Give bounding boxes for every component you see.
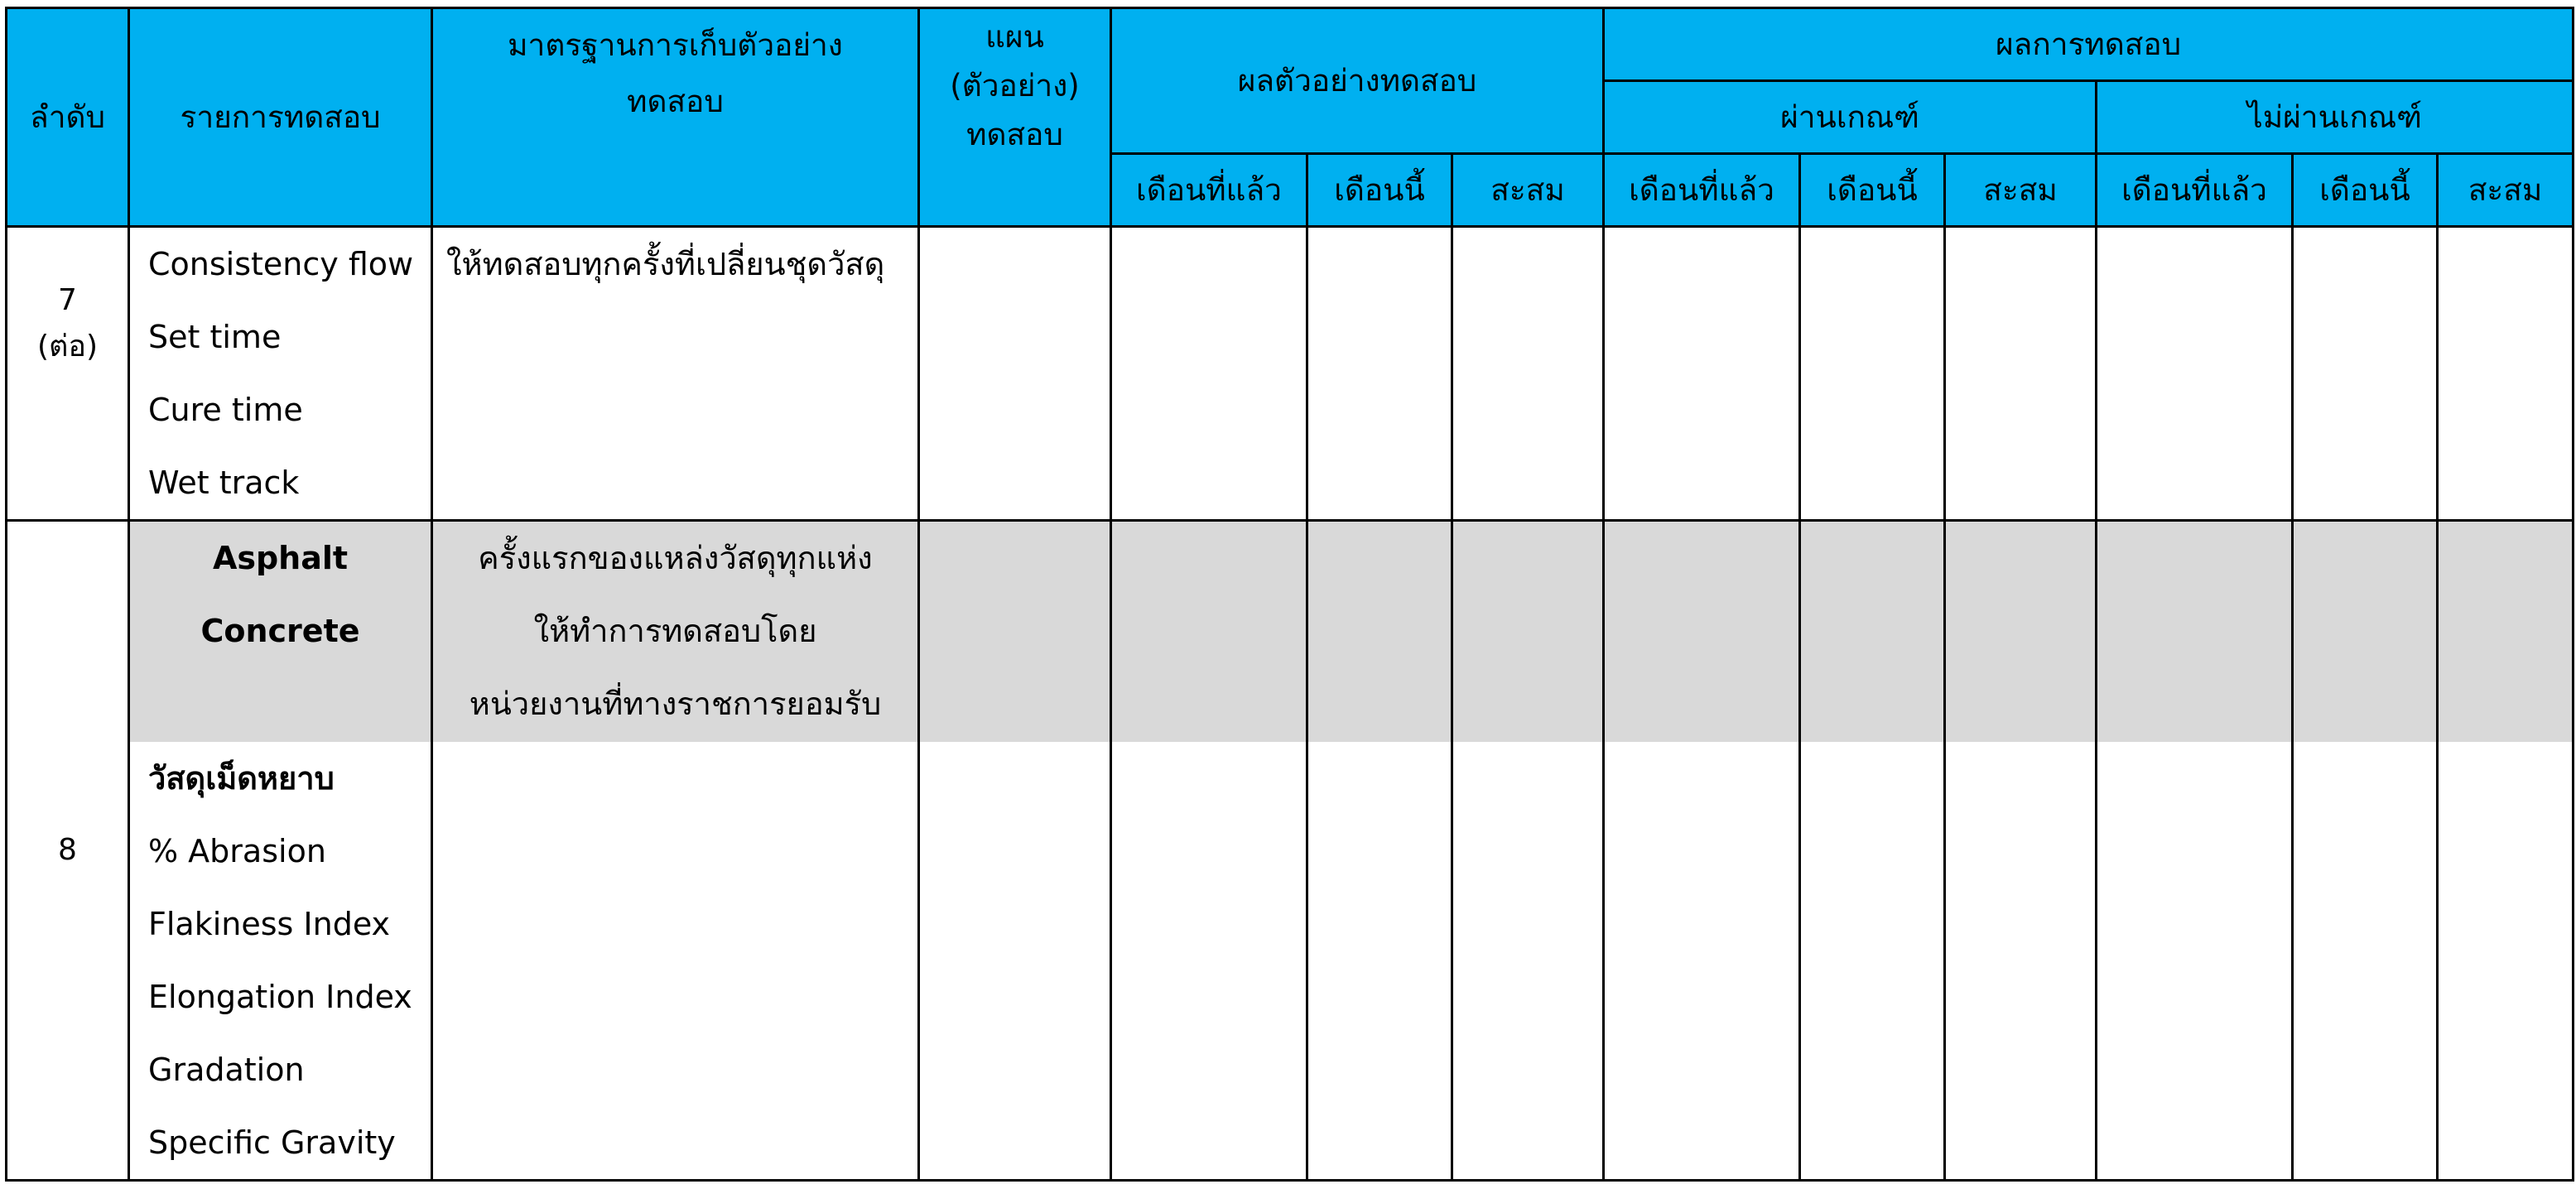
row8-standard-line: ครั้งแรกของแหล่งวัสดุทุกแห่ง	[478, 540, 873, 576]
table-header	[7, 8, 2574, 227]
row8-plan-shade	[920, 522, 1110, 742]
row8-standard-line: ให้ทำการทดสอบโดย	[533, 613, 817, 649]
row8-standard-line: หน่วยงานที่ทางราชการยอมรับ	[469, 686, 882, 722]
row7-sample-prev-cell	[1111, 227, 1307, 521]
header-pass-cumulative: สะสม	[1945, 154, 2097, 227]
row8-sample-prev-cell	[1111, 521, 1307, 1181]
row8-standard-shade	[433, 522, 917, 742]
row8-fail-prev-cell	[2097, 521, 2293, 1181]
header-seq: ลำดับ	[7, 8, 129, 227]
row8-pass-this-shade	[1801, 522, 1943, 742]
row8-section1-title-line2: Concrete	[200, 613, 360, 649]
row7-sample-cum-cell	[1452, 227, 1604, 521]
row8-pass-cum-shade	[1946, 522, 2095, 742]
header-pass-this-month: เดือนนี้	[1800, 154, 1945, 227]
row7-standard	[432, 227, 919, 521]
header-fail-this-month: เดือนนี้	[2293, 154, 2438, 227]
row8-section2-title: วัสดุเม็ดหยาบ	[148, 760, 335, 797]
header-pass: ผ่านเกณฑ์	[1604, 81, 2097, 154]
row8-standard	[432, 521, 919, 1181]
header-pass-prev-month: เดือนที่แล้ว	[1604, 154, 1800, 227]
row7-item: Set time	[148, 319, 282, 355]
row7-pass-cum-cell	[1945, 227, 2097, 521]
row8-sample-prev-shade	[1112, 522, 1306, 742]
row8-pass-prev-shade	[1605, 522, 1798, 742]
row7-fail-prev-cell	[2097, 227, 2293, 521]
row8-pass-prev-cell	[1604, 521, 1800, 1181]
row7-items	[129, 227, 432, 521]
row7-item: Cure time	[148, 392, 303, 428]
table-body	[7, 227, 2574, 1181]
row7-standard-text: ให้ทดสอบทุกครั้งที่เปลี่ยนชุดวัสดุ	[446, 246, 885, 282]
row8-plan-cell	[919, 521, 1111, 1181]
row7-fail-this-cell	[2293, 227, 2438, 521]
row7-pass-prev-cell	[1604, 227, 1800, 521]
header-fail: ไม่ผ่านเกณฑ์	[2097, 81, 2574, 154]
row8-item: Specific Gravity	[148, 1124, 396, 1161]
header-plan-line1: แผน	[985, 19, 1044, 55]
header-standard-line2: ทดสอบ	[627, 84, 724, 120]
row7-item: Consistency flow	[148, 246, 414, 282]
header-standard	[432, 8, 919, 227]
header-fail-cumulative: สะสม	[2438, 154, 2574, 227]
row7-seq	[7, 227, 129, 521]
header-sample-prev-month: เดือนที่แล้ว	[1111, 154, 1307, 227]
header-sample-results: ผลตัวอย่างทดสอบ	[1111, 8, 1604, 154]
header-plan	[919, 8, 1111, 227]
row8-fail-prev-shade	[2097, 522, 2291, 742]
header-fail-prev-month: เดือนที่แล้ว	[2097, 154, 2293, 227]
row8-section1-title-line1: Asphalt	[212, 540, 349, 576]
header-sample-this-month: เดือนนี้	[1307, 154, 1452, 227]
row7-fail-cum-cell	[2438, 227, 2574, 521]
row8-pass-this-cell	[1800, 521, 1945, 1181]
header-standard-line1: มาตรฐานการเก็บตัวอย่าง	[508, 27, 843, 63]
header-sample-cumulative: สะสม	[1452, 154, 1604, 227]
header-test-results: ผลการทดสอบ	[1604, 8, 2574, 81]
table-row	[7, 227, 2574, 521]
row8-fail-this-cell	[2293, 521, 2438, 1181]
row8-item: Flakiness Index	[148, 906, 391, 942]
row8-section1-shade	[130, 522, 431, 742]
header-plan-line3: ทดสอบ	[966, 117, 1063, 153]
row8-seq: 8	[7, 521, 129, 1181]
test-report-table	[5, 7, 2574, 1182]
row8-fail-this-shade	[2294, 522, 2436, 742]
header-plan-line2: (ตัวอย่าง)	[950, 68, 1080, 104]
row8-fail-cum-shade	[2439, 522, 2572, 742]
row7-seq-cont: (ต่อ)	[36, 329, 99, 363]
row7-sample-this-cell	[1307, 227, 1452, 521]
row8-pass-cum-cell	[1945, 521, 2097, 1181]
row8-fail-cum-cell	[2438, 521, 2574, 1181]
row7-pass-this-cell	[1800, 227, 1945, 521]
row8-sample-this-shade	[1308, 522, 1451, 742]
row8-sample-cum-cell	[1452, 521, 1604, 1181]
row7-seq-number: 7	[58, 283, 77, 317]
row7-plan-cell	[919, 227, 1111, 521]
table-row	[7, 521, 2574, 1181]
row8-item: Gradation	[148, 1052, 305, 1088]
row8-items	[129, 521, 432, 1181]
row8-item: % Abrasion	[148, 833, 326, 869]
header-item: รายการทดสอบ	[129, 8, 432, 227]
row7-item: Wet track	[148, 465, 300, 501]
row8-sample-cum-shade	[1453, 522, 1602, 742]
row8-item: Elongation Index	[148, 979, 412, 1015]
row8-sample-this-cell	[1307, 521, 1452, 1181]
